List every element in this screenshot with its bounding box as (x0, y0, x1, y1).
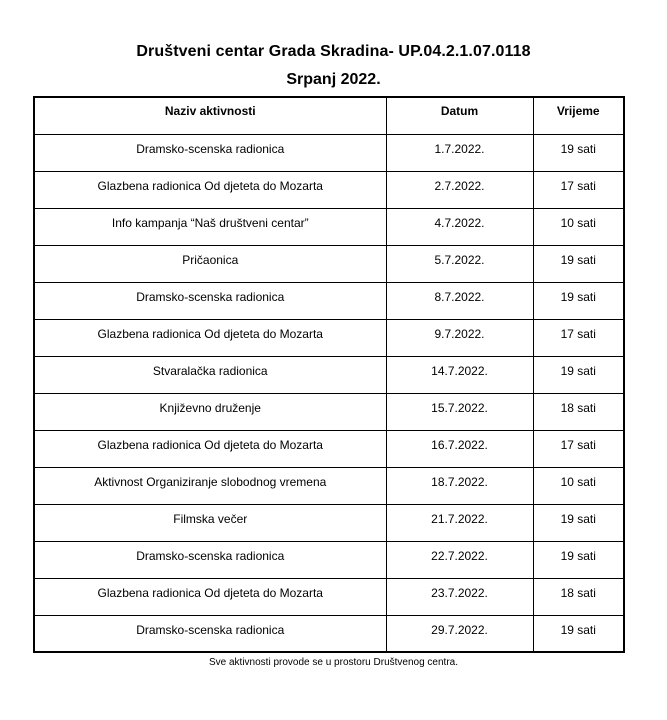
cell-time: 19 sati (533, 615, 624, 652)
table-row (34, 504, 624, 541)
cell-date: 15.7.2022. (386, 393, 533, 430)
cell-time: 10 sati (533, 467, 624, 504)
table-row (34, 578, 624, 615)
cell-date: 16.7.2022. (386, 430, 533, 467)
activities-table-body (34, 134, 624, 652)
cell-time: 10 sati (533, 208, 624, 245)
cell-activity: Pričaonica (34, 245, 386, 282)
cell-date: 1.7.2022. (386, 134, 533, 171)
cell-date: 9.7.2022. (386, 319, 533, 356)
cell-time: 19 sati (533, 134, 624, 171)
cell-time: 18 sati (533, 578, 624, 615)
cell-time: 19 sati (533, 282, 624, 319)
table-row (34, 171, 624, 208)
activities-table (33, 96, 625, 653)
page-title: Društveni centar Grada Skradina- UP.04.2.1.07.0118 (136, 43, 531, 60)
cell-date: 21.7.2022. (386, 504, 533, 541)
table-row (34, 282, 624, 319)
cell-activity: Stvaralačka radionica (34, 356, 386, 393)
cell-date: 8.7.2022. (386, 282, 533, 319)
cell-activity: Filmska večer (34, 504, 386, 541)
cell-time: 17 sati (533, 171, 624, 208)
table-row (34, 615, 624, 652)
table-header-row (34, 97, 624, 134)
cell-date: 4.7.2022. (386, 208, 533, 245)
cell-date: 14.7.2022. (386, 356, 533, 393)
cell-activity: Dramsko-scenska radionica (34, 541, 386, 578)
cell-date: 18.7.2022. (386, 467, 533, 504)
cell-activity: Dramsko-scenska radionica (34, 134, 386, 171)
cell-date: 23.7.2022. (386, 578, 533, 615)
cell-time: 19 sati (533, 504, 624, 541)
table-row (34, 208, 624, 245)
page-subtitle: Srpanj 2022. (286, 71, 381, 88)
table-row (34, 430, 624, 467)
cell-activity: Glazbena radionica Od djeteta do Mozarta (34, 578, 386, 615)
header-time: Vrijeme (533, 97, 624, 134)
header-activity: Naziv aktivnosti (34, 97, 386, 134)
header-date: Datum (386, 97, 533, 134)
cell-activity: Dramsko-scenska radionica (34, 282, 386, 319)
cell-time: 19 sati (533, 245, 624, 282)
cell-date: 5.7.2022. (386, 245, 533, 282)
cell-activity: Glazbena radionica Od djeteta do Mozarta (34, 319, 386, 356)
cell-time: 19 sati (533, 356, 624, 393)
table-row (34, 393, 624, 430)
cell-activity: Glazbena radionica Od djeteta do Mozarta (34, 430, 386, 467)
cell-date: 2.7.2022. (386, 171, 533, 208)
cell-activity: Glazbena radionica Od djeteta do Mozarta (34, 171, 386, 208)
cell-activity: Aktivnost Organiziranje slobodnog vremena (34, 467, 386, 504)
table-row (34, 467, 624, 504)
cell-activity: Književno druženje (34, 393, 386, 430)
cell-activity: Info kampanja “Naš društveni centar” (34, 208, 386, 245)
cell-date: 29.7.2022. (386, 615, 533, 652)
cell-time: 17 sati (533, 430, 624, 467)
table-row (34, 319, 624, 356)
table-row (34, 134, 624, 171)
table-row (34, 245, 624, 282)
footer-note: Sve aktivnosti provode se u prostoru Društvenog centra. (208, 657, 459, 668)
table-row (34, 541, 624, 578)
cell-activity: Dramsko-scenska radionica (34, 615, 386, 652)
table-row (34, 356, 624, 393)
cell-time: 18 sati (533, 393, 624, 430)
cell-time: 19 sati (533, 541, 624, 578)
cell-time: 17 sati (533, 319, 624, 356)
cell-date: 22.7.2022. (386, 541, 533, 578)
